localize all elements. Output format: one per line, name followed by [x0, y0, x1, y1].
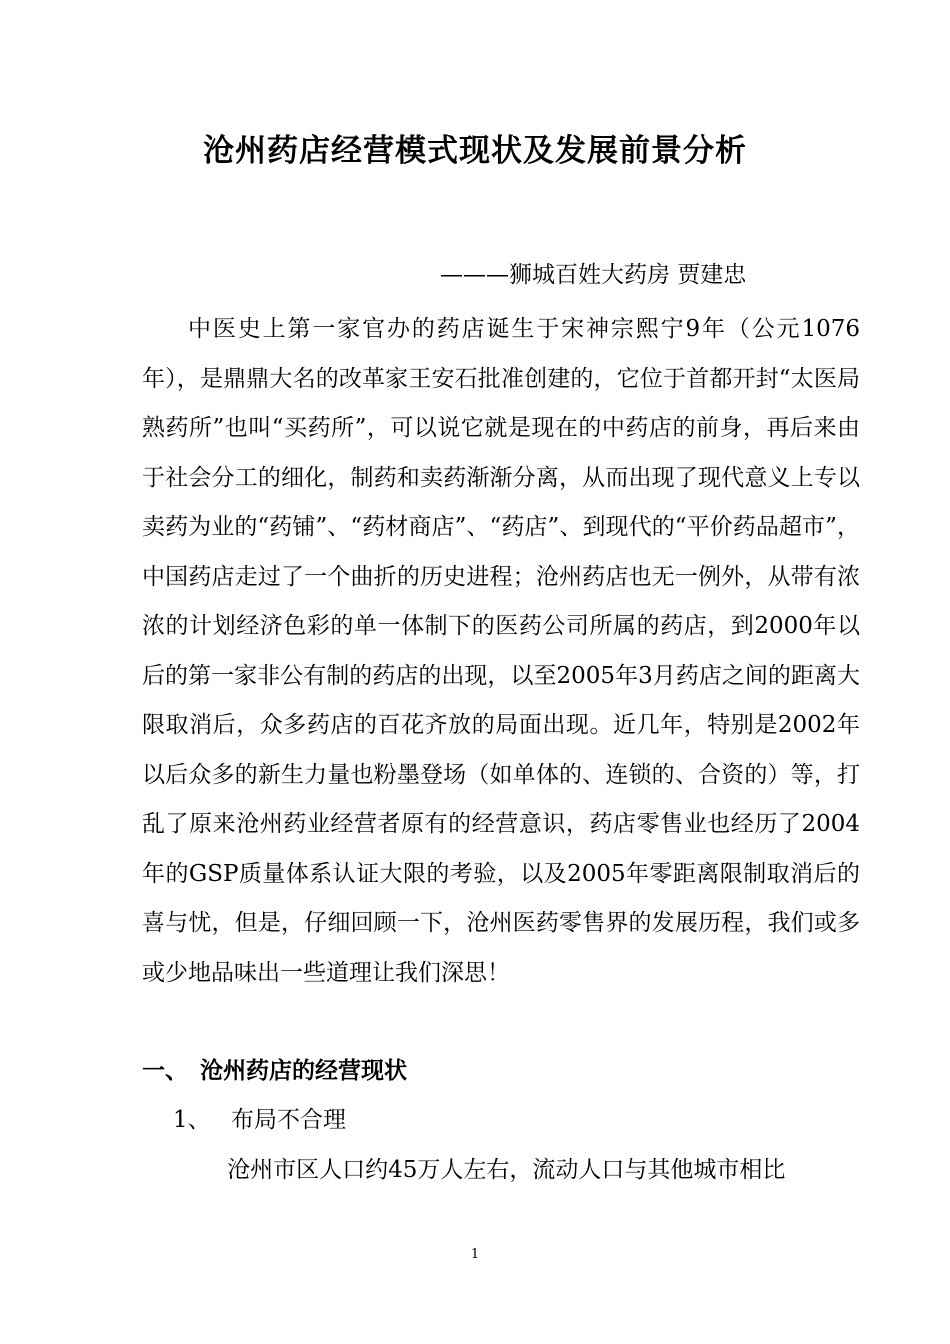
subsection-number: 1、 [173, 1107, 211, 1133]
document-title: 沧州药店经营模式现状及发展前景分析 [203, 133, 747, 169]
intro-section [142, 305, 860, 998]
page-number: 1 [470, 1247, 480, 1262]
author-line: ———狮城百姓大药房 贾建忠 [440, 262, 747, 288]
subsection-paragraph: 沧州市区人口约45万人左右，流动人口与其他城市相比 [227, 1157, 786, 1183]
subsection-heading [173, 1100, 346, 1140]
section-heading [142, 1051, 407, 1091]
intro-paragraph: 中医史上第一家官办的药店诞生于宋神宗熙宁9年（公元1076年），是鼎鼎大名的改革家王安石批准创建的，它位于首都开封“太医局熟药所”也叫“买药所”，可以说它就是现在的中药店的前身，再后来由于社会分工的细化，制药和卖药渐渐分离，从而出现了现代意义上专以卖药为业的“药铺”、“药材商店”、“药店”、到现代的“平价药品超市”，中国药店走过了一个曲折的历史进程；沧州药店也无一例外，从带有浓浓的计划经济色彩的单一体制下的医药公司所属的药店，到2000年以后的第一家非公有制的药店的出现，以至2005年3月药店之间的距离大限取消后，众多药店的百花齐放的局面出现。近几年，特别是2002年以后众多的新生力量也粉墨登场（如单体的、连锁的、合资的）等，打乱了原来沧州药业经营者原有的经营意识，药店零售业也经历了2004年的GSP质量体系认证大限的考验，以及2005年零距离限制取消后的喜与忧，但是，仔细回顾一下，沧州医药零售界的发展历程，我们或多或少地品味出一些道理让我们深思！ [142, 316, 860, 986]
subsection-title: 布局不合理 [231, 1107, 346, 1133]
subsection-body [142, 1150, 860, 1190]
section-title: 沧州药店的经营现状 [200, 1057, 407, 1084]
section-number: 一、 [142, 1057, 188, 1084]
